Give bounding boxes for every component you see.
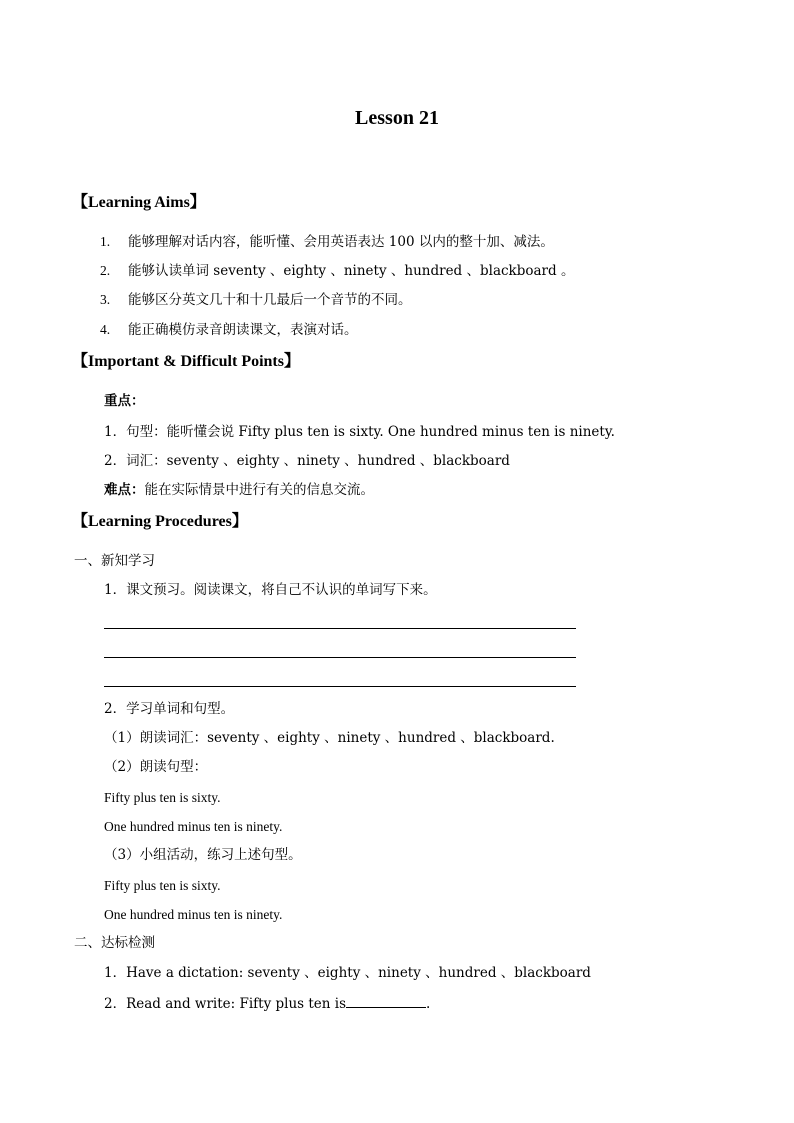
aim-item (100, 321, 358, 339)
aim-text: 能够区分英文几十和十几最后一个音节的不同。 (128, 292, 412, 308)
part2-item1: 1．Have a dictation: seventy 、eighty 、ninety 、hundred 、blackboard (104, 965, 591, 981)
aim-item (100, 291, 412, 309)
key-point-sentence: 1．句型：能听懂会说 Fifty plus ten is sixty. One hundred minus ten is ninety. (104, 424, 615, 440)
fill-in-blank[interactable] (346, 993, 426, 1008)
part1-sub1: （1）朗读词汇：seventy 、eighty 、ninety 、hundred 、blackboard. (104, 730, 555, 746)
aim-text: 能够理解对话内容，能听懂、会用英语表达 100 以内的整十加、减法。 (128, 234, 554, 250)
sentence-fifty-plus: Fifty plus ten is sixty. (104, 790, 221, 805)
difficult-point (104, 481, 374, 499)
part2-title: 二、达标检测 (74, 935, 155, 951)
part1-sub3: （3）小组活动，练习上述句型。 (104, 847, 302, 863)
aim-number: 4. (100, 322, 111, 337)
lesson-title: Lesson 21 (355, 107, 439, 129)
answer-line[interactable] (104, 686, 576, 687)
part1-sub2: （2）朗读句型： (104, 759, 208, 775)
aim-item (100, 233, 554, 251)
answer-line[interactable] (104, 628, 576, 629)
part2-item2 (104, 993, 430, 1013)
sentence-fifty-plus: Fifty plus ten is sixty. (104, 878, 221, 893)
difficult-label: 难点： (104, 482, 145, 498)
sentence-hundred-minus: One hundred minus ten is ninety. (104, 819, 283, 834)
part2-item2-period: . (426, 996, 431, 1012)
aim-number: 2. (100, 263, 111, 278)
part1-title: 一、新知学习 (74, 553, 155, 569)
sentence-hundred-minus: One hundred minus ten is ninety. (104, 907, 283, 922)
aim-text: 能正确模仿录音朗读课文，表演对话。 (128, 322, 358, 338)
aim-number: 1. (100, 234, 111, 249)
part2-item2-text: 2．Read and write: Fifty plus ten is (104, 996, 347, 1012)
difficult-text: 能在实际情景中进行有关的信息交流。 (144, 482, 374, 498)
procedures-heading: 【Learning Procedures】 (72, 513, 248, 530)
key-points-label: 重点： (104, 393, 145, 409)
part1-step2: 2．学习单词和句型。 (104, 701, 235, 717)
aim-number: 3. (100, 292, 111, 307)
aim-item (100, 262, 574, 280)
part1-step1: 1．课文预习。阅读课文，将自己不认识的单词写下来。 (104, 582, 437, 598)
answer-line[interactable] (104, 657, 576, 658)
learning-aims-heading: 【Learning Aims】 (72, 194, 206, 211)
important-points-heading: 【Important & Difficult Points】 (72, 353, 300, 370)
aim-text: 能够认读单词 seventy 、eighty 、ninety 、hundred 、blackboard 。 (128, 263, 575, 279)
key-point-vocabulary: 2．词汇：seventy 、eighty 、ninety 、hundred 、blackboard (104, 453, 510, 469)
